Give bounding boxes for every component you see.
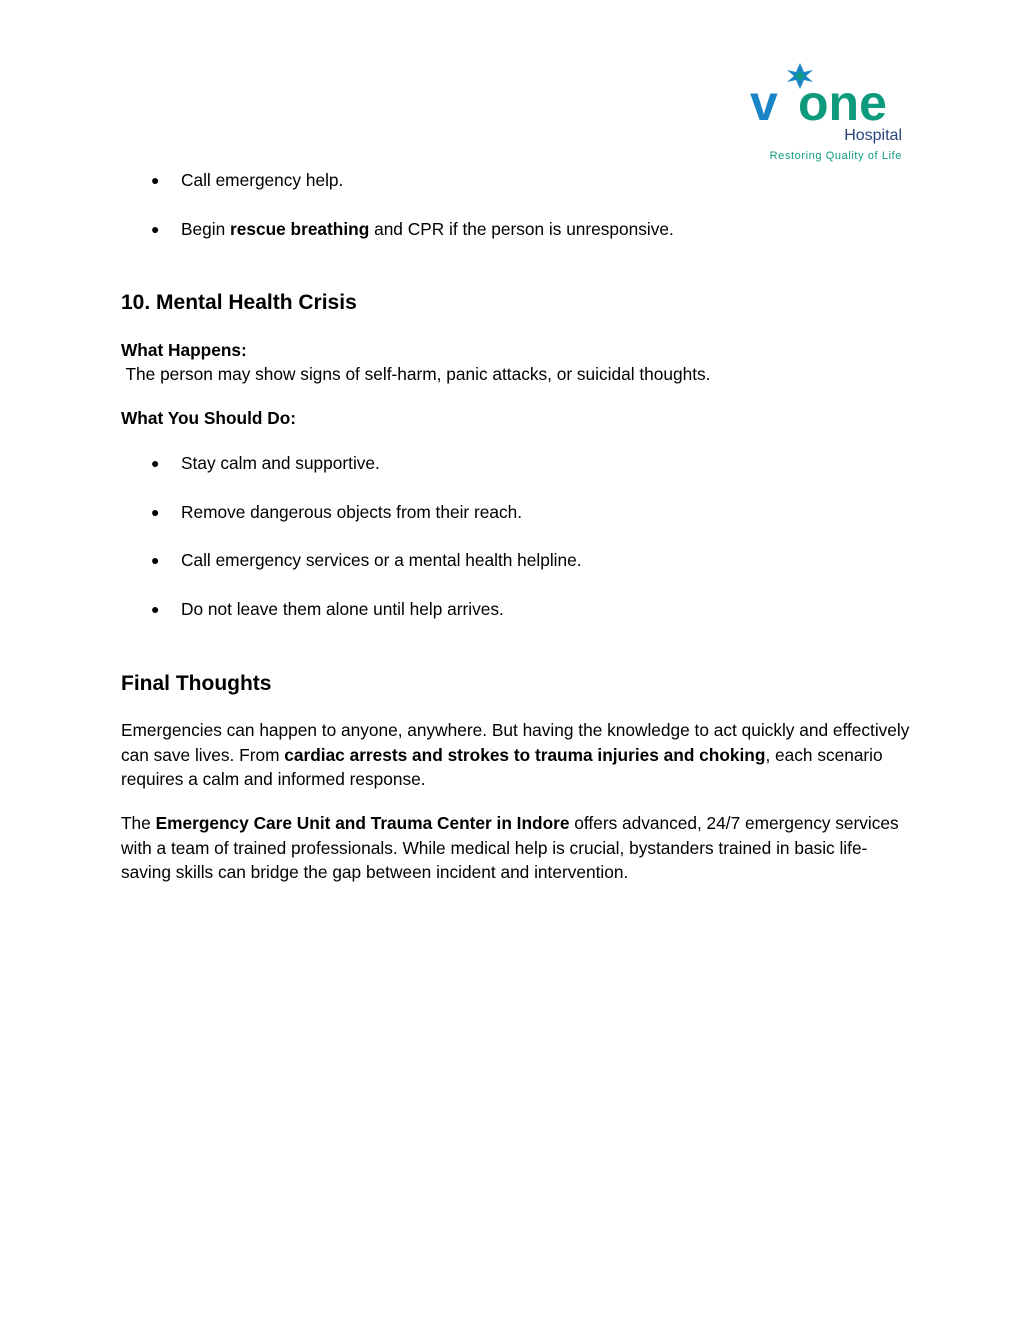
final-thoughts-heading: Final Thoughts — [121, 672, 272, 695]
what-happens-label: What Happens: — [121, 340, 247, 360]
bold-term: rescue breathing — [230, 219, 370, 239]
brand-hospital: Hospital — [844, 127, 902, 144]
list-item-text: Stay calm and supportive. — [181, 453, 380, 473]
what-to-do-label: What You Should Do: — [121, 408, 297, 428]
what-happens-text: The person may show signs of self-harm, panic attacks, or suicidal thoughts. — [121, 364, 711, 384]
brand-v: v — [750, 75, 778, 131]
list-item-text: Remove dangerous objects from their reach. — [181, 502, 522, 522]
brand-tagline: Restoring Quality of Life — [769, 150, 902, 162]
list-item-text: Call emergency help. — [181, 170, 344, 190]
list-item-text: Call emergency services or a mental health helpline. — [181, 550, 582, 570]
bullet-icon: ● — [151, 504, 160, 520]
final-paragraph-2: The Emergency Care Unit and Trauma Center in Indore offers advanced, 24/7 emergency services with a team of trained professionals. While medical help is crucial, bystanders trained in basic life-saving skills can bridge the gap between incident and intervention. — [121, 813, 899, 882]
bold-term: cardiac arrests and strokes to trauma injuries and choking — [284, 744, 766, 765]
bullet-icon: ● — [151, 172, 160, 188]
final-paragraph-1: Emergencies can happen to anyone, anywhere. But having the knowledge to act quickly and effectively can save lives. From cardiac arrests and strokes to trauma injuries and choking, each scenario requires a calm and informed response. — [121, 720, 910, 789]
hospital-logo — [750, 60, 906, 164]
bullet-icon: ● — [151, 601, 160, 617]
list-item-text: Do not leave them alone until help arrives. — [181, 599, 504, 619]
bold-term: Emergency Care Unit and Trauma Center in Indore — [155, 813, 570, 833]
bullet-icon: ● — [151, 552, 160, 568]
bullet-icon: ● — [151, 221, 160, 237]
brand-one: one — [798, 75, 887, 131]
list-item-text: Begin rescue breathing and CPR if the person is unresponsive. — [181, 219, 674, 239]
bullet-icon: ● — [151, 455, 160, 471]
section-heading: 10. Mental Health Crisis — [121, 291, 357, 314]
